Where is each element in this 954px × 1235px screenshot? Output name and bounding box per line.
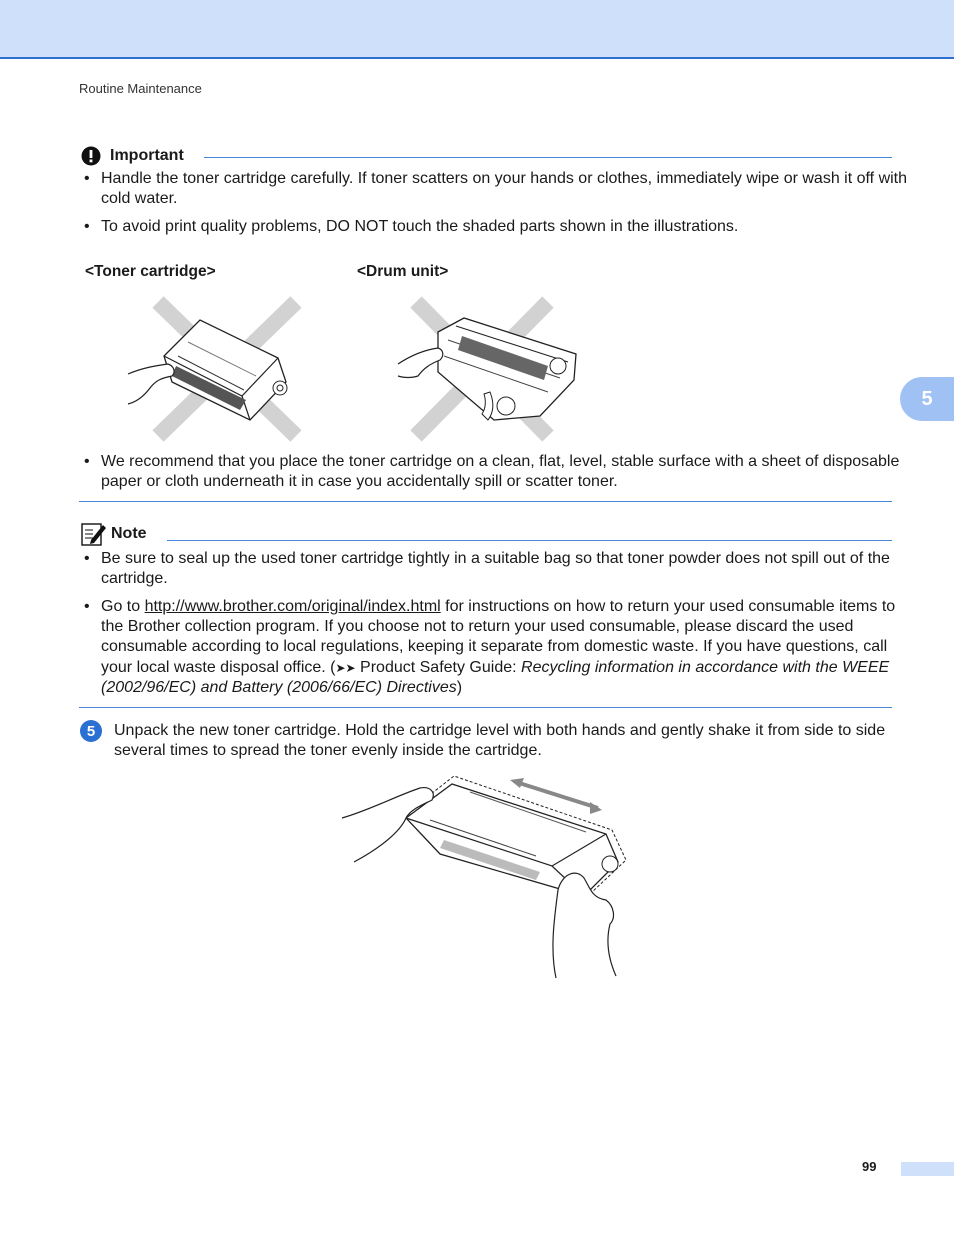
important-bullet-1 — [84, 169, 909, 209]
running-head: Routine Maintenance — [79, 81, 202, 96]
important-heading — [81, 146, 184, 166]
important-bullet-1-text: Handle the toner cartridge carefully. If toner scatters on your hands or clothes, immediately wipe or wash it off with cold water. — [101, 170, 908, 208]
page-number: 99 — [862, 1159, 877, 1174]
important-icon — [81, 146, 101, 166]
important-title: Important — [110, 147, 184, 164]
step-text: Unpack the new toner cartridge. Hold the cartridge level with both hands and gently shake it from side to side several times to spread the toner evenly inside the cartridge. — [114, 722, 886, 760]
bullet-dot: • — [84, 550, 90, 567]
note-title: Note — [111, 525, 147, 542]
bullet-dot: • — [84, 170, 90, 187]
important-bottom-rule — [79, 501, 892, 502]
important-bullet-3 — [84, 452, 909, 492]
important-bullet-2-text: To avoid print quality problems, DO NOT touch the shaded parts shown in the illustrations. — [101, 218, 739, 235]
double-arrow-icon: ➤➤ — [335, 660, 356, 675]
note-pencil-icon — [81, 522, 107, 546]
important-bullet-2 — [84, 217, 909, 237]
note-heading — [81, 522, 147, 546]
important-bullet-3-text: We recommend that you place the toner cartridge on a clean, flat, level, stable surface with a sheet of disposable paper or cloth underneath it in case you accidentally spill or scatter toner. — [101, 453, 900, 491]
bullet-dot: • — [84, 218, 90, 235]
important-rule — [204, 157, 892, 158]
note-bullet-2-text: for instructions on how to return your used consumable items to the Brother collection program. If you choose not to return your used consumable, please discard the used consumable according to local regulations, keeping it separate from domestic waste. If you have questions, call your local waste disposal office. ( — [101, 598, 896, 676]
drum-unit-illustration — [398, 296, 580, 442]
page-number-bar — [901, 1162, 954, 1176]
header-band — [0, 0, 954, 59]
shake-cartridge-illustration — [340, 770, 640, 980]
note-bottom-rule — [79, 707, 892, 708]
note-rule — [167, 540, 892, 541]
bullet-dot: • — [84, 453, 90, 470]
chapter-tab[interactable]: 5 — [900, 377, 954, 421]
note-bullet-1 — [84, 549, 909, 589]
toner-cartridge-illustration — [128, 296, 303, 442]
note-bullet-2-lead: Go to — [101, 598, 145, 615]
brother-recycling-link[interactable]: http://www.brother.com/original/index.html — [144, 598, 441, 615]
note-bullet-2-italic: Recycling information in accordance with the WEEE (2002/96/EC) and Battery (2006/66/EC) Directives — [101, 658, 890, 696]
drum-label: <Drum unit> — [357, 263, 449, 280]
note-bullet-2 — [84, 597, 909, 698]
note-bullet-2-close: ) — [456, 678, 463, 696]
bullet-dot: • — [84, 598, 90, 615]
note-bullet-2-guide: Product Safety Guide: — [355, 658, 522, 676]
step-number-badge: 5 — [80, 720, 102, 742]
toner-label: <Toner cartridge> — [85, 263, 216, 280]
note-bullet-1-text: Be sure to seal up the used toner cartridge tightly in a suitable bag so that toner powder does not spill out of the cartridge. — [101, 550, 890, 588]
